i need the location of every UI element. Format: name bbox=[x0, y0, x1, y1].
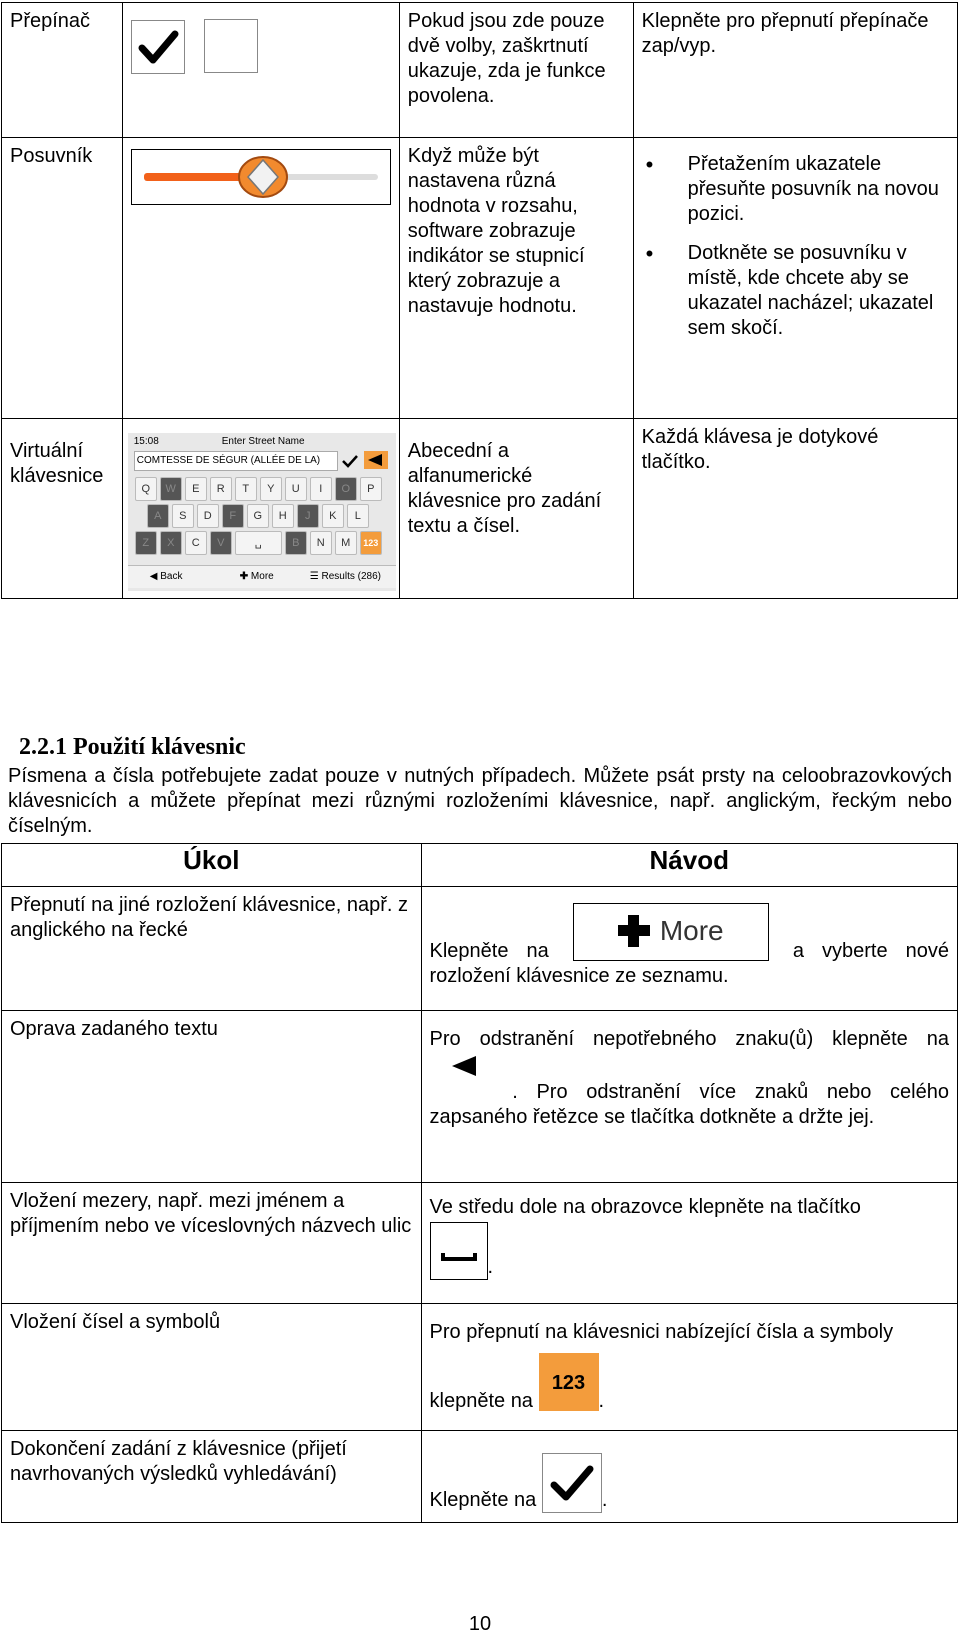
column-header-guide: Návod bbox=[421, 844, 957, 887]
task-cell: Oprava zadaného textu bbox=[2, 1011, 422, 1183]
guide-text: . Pro odstranění více znaků nebo celého zapsaného řetězce se tlačítka dotkněte a držte jej. bbox=[429, 1081, 949, 1128]
column-header-task: Úkol bbox=[2, 844, 422, 887]
guide-cell bbox=[421, 1304, 957, 1431]
guide-text: . bbox=[598, 1390, 605, 1412]
task-table bbox=[1, 843, 958, 1523]
key[interactable]: Y bbox=[260, 477, 282, 501]
guide-text: . bbox=[601, 1489, 608, 1511]
guide-cell bbox=[421, 1011, 957, 1183]
space-key[interactable]: ␣ bbox=[235, 531, 282, 555]
controls-table bbox=[1, 2, 958, 599]
plus-icon bbox=[616, 913, 652, 949]
keyboard-title: Enter Street Name bbox=[221, 436, 305, 447]
space-key-icon[interactable] bbox=[430, 1222, 488, 1280]
slider-handle-icon[interactable] bbox=[238, 154, 288, 200]
page-number: 10 bbox=[468, 1613, 492, 1635]
key[interactable]: U bbox=[285, 477, 307, 501]
key[interactable]: E bbox=[185, 477, 207, 501]
key[interactable]: M bbox=[335, 531, 357, 555]
list-item: • Přetažením ukazatele přesuňte posuvník na novou pozici. bbox=[688, 152, 949, 227]
guide-cell bbox=[421, 1183, 957, 1304]
table-row bbox=[2, 1304, 958, 1431]
key[interactable]: V bbox=[210, 531, 232, 555]
control-name: Posuvník bbox=[2, 138, 123, 419]
control-description: Pokud jsou zde pouze dvě volby, zaškrtnutí ukazuje, zda je funkce povolena. bbox=[399, 3, 633, 138]
key[interactable]: K bbox=[322, 504, 344, 528]
virtual-keyboard bbox=[128, 433, 396, 591]
guide-text: . bbox=[487, 1256, 494, 1278]
table-row bbox=[2, 1431, 958, 1523]
checkmark-icon[interactable] bbox=[340, 452, 360, 470]
control-name: Přepínač bbox=[2, 3, 123, 138]
key[interactable]: H bbox=[272, 504, 294, 528]
key[interactable]: S bbox=[172, 504, 194, 528]
list-item: • Dotkněte se posuvníku v místě, kde chcete aby se ukazatel nacházel; ukazatel sem skočí. bbox=[688, 241, 949, 341]
guide-text: Ve středu dole na obrazovce klepněte na tlačítko bbox=[429, 1196, 861, 1218]
slider-image bbox=[122, 138, 399, 419]
keyboard-image bbox=[122, 419, 399, 599]
table-row bbox=[2, 138, 958, 419]
results-button[interactable]: ☰ Results (286) bbox=[309, 571, 381, 582]
task-cell: Vložení mezery, např. mezi jménem a příjmením nebo ve víceslovných názvech ulic bbox=[2, 1183, 422, 1304]
key[interactable]: C bbox=[185, 531, 207, 555]
control-action: Klepněte pro přepnutí přepínače zap/vyp. bbox=[633, 3, 957, 138]
key[interactable]: I bbox=[310, 477, 332, 501]
checkbox-images bbox=[122, 3, 399, 138]
key[interactable]: N bbox=[310, 531, 332, 555]
more-button[interactable]: More bbox=[573, 903, 769, 961]
more-button[interactable]: ✚ More bbox=[239, 571, 274, 582]
checked-checkbox-icon[interactable] bbox=[131, 20, 185, 74]
task-cell: Přepnutí na jiné rozložení klávesnice, např. z anglického na řecké bbox=[2, 887, 422, 1011]
control-description: Když může být nastavena různá hodnota v rozsahu, software zobrazuje indikátor se stupnicí který zobrazuje a nastavuje hodnotu. bbox=[399, 138, 633, 419]
table-row bbox=[2, 1183, 958, 1304]
guide-text: Klepněte na bbox=[429, 940, 549, 962]
guide-text: Pro odstranění nepotřebného znaku(ů) klepněte na bbox=[429, 1028, 949, 1050]
key[interactable]: D bbox=[197, 504, 219, 528]
key[interactable]: T bbox=[235, 477, 257, 501]
key[interactable]: P bbox=[360, 477, 382, 501]
status-time: 15:08 bbox=[133, 436, 159, 447]
task-cell: Dokončení zadání z klávesnice (přijetí navrhovaných výsledků vyhledávání) bbox=[2, 1431, 422, 1523]
table-row bbox=[2, 887, 958, 1011]
guide-text: Klepněte na bbox=[429, 1489, 537, 1511]
key[interactable]: G bbox=[247, 504, 269, 528]
key[interactable]: W bbox=[160, 477, 182, 501]
table-row bbox=[2, 419, 958, 599]
backspace-button[interactable] bbox=[364, 451, 388, 469]
key[interactable]: Q bbox=[135, 477, 157, 501]
key[interactable]: F bbox=[222, 504, 244, 528]
key[interactable]: B bbox=[285, 531, 307, 555]
section-title: 2.2.1 Použití klávesnic bbox=[19, 734, 246, 760]
key[interactable]: R bbox=[210, 477, 232, 501]
backspace-icon[interactable] bbox=[432, 1052, 492, 1102]
guide-cell bbox=[421, 887, 957, 1011]
guide-text: a vyberte nové rozložení klávesnice ze seznamu. bbox=[429, 940, 950, 987]
control-actions bbox=[633, 138, 957, 419]
control-action: Každá klávesa je dotykové tlačítko. bbox=[633, 419, 957, 599]
unchecked-checkbox-icon[interactable] bbox=[204, 19, 258, 73]
control-description: Abecední a alfanumerické klávesnice pro zadání textu a čísel. bbox=[399, 419, 633, 599]
section-paragraph: Písmena a čísla potřebujete zadat pouze v nutných případech. Můžete psát prsty na celoobrazovkových klávesnicích a můžete přepínat mezi různými rozloženími klávesnice, např. anglickým, řeckým nebo číselným. bbox=[8, 765, 952, 837]
key[interactable]: X bbox=[160, 531, 182, 555]
guide-text: Pro přepnutí na klávesnici nabízející čísla a symboly klepněte na bbox=[429, 1321, 894, 1412]
slider[interactable] bbox=[131, 149, 391, 205]
table-row bbox=[2, 1011, 958, 1183]
back-button[interactable]: ◀ Back bbox=[149, 571, 183, 582]
numbers-key-icon[interactable]: 123 bbox=[539, 1353, 599, 1411]
task-cell: Vložení čísel a symbolů bbox=[2, 1304, 422, 1431]
key[interactable]: L bbox=[347, 504, 369, 528]
numbers-key[interactable]: 123 bbox=[360, 531, 382, 555]
key[interactable]: J bbox=[297, 504, 319, 528]
key[interactable]: Z bbox=[135, 531, 157, 555]
text-input[interactable]: COMTESSE DE SÉGUR (ALLÉE DE LA) bbox=[134, 451, 338, 471]
key[interactable]: O bbox=[335, 477, 357, 501]
confirm-checkmark-icon[interactable] bbox=[542, 1453, 602, 1513]
control-name: Virtuální klávesnice bbox=[2, 419, 123, 599]
key[interactable]: A bbox=[147, 504, 169, 528]
guide-cell bbox=[421, 1431, 957, 1523]
table-row bbox=[2, 3, 958, 138]
